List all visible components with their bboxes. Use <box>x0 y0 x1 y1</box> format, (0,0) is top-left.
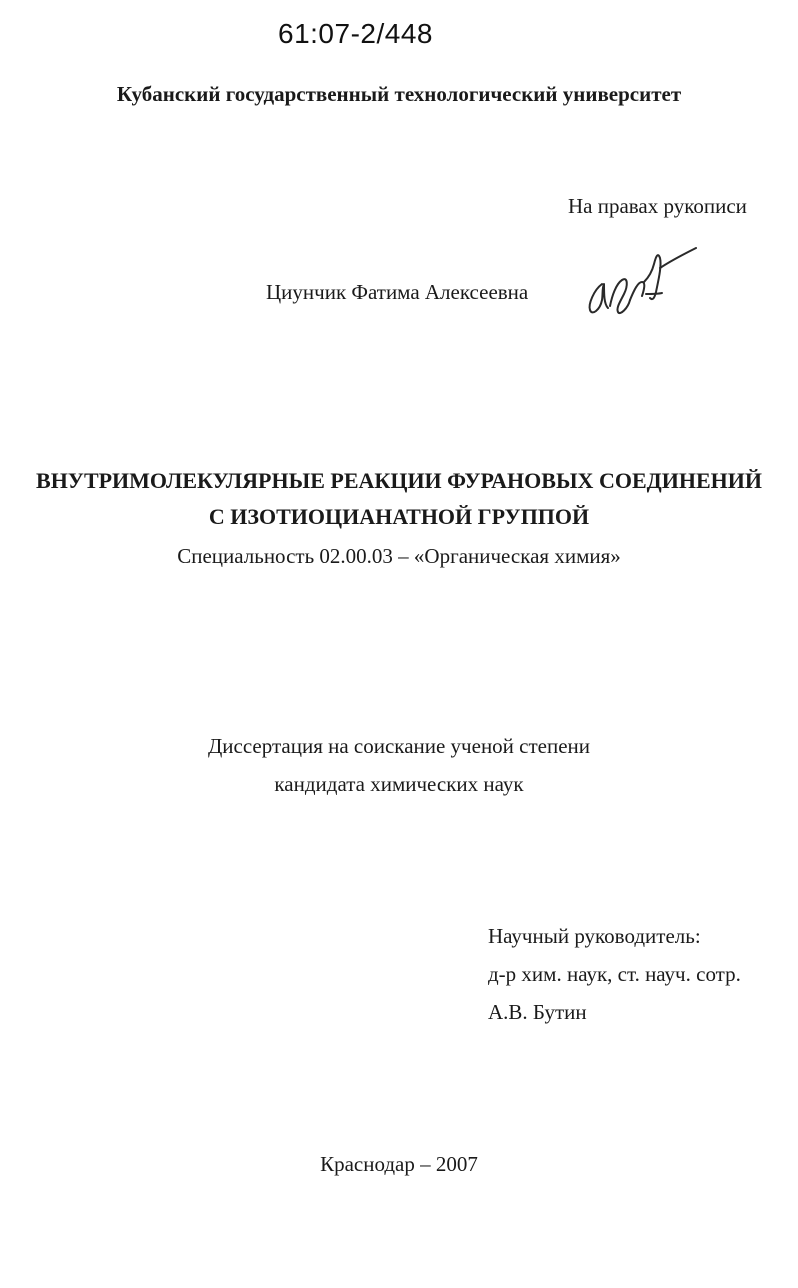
dissertation-degree-line-1: Диссертация на соискание ученой степени <box>207 734 591 758</box>
supervisor-name: А.В. Бутин <box>488 1000 587 1024</box>
catalog-code: 61:07-2/448 <box>278 18 433 49</box>
specialty: Специальность 02.00.03 – «Органическая химия» <box>177 544 621 568</box>
supervisor-label: Научный руководитель: <box>488 924 701 948</box>
manuscript-note: На правах рукописи <box>568 194 747 218</box>
author-signature <box>582 238 702 322</box>
city-year: Краснодар – 2007 <box>320 1152 478 1176</box>
university-name: Кубанский государственный технологический университет <box>116 82 682 106</box>
author-name: Циунчик Фатима Алексеевна <box>266 280 529 304</box>
supervisor-degree: д-р хим. наук, ст. науч. сотр. <box>488 962 741 986</box>
thesis-title-line-2: С ИЗОТИОЦИАНАТНОЙ ГРУППОЙ <box>208 504 590 529</box>
thesis-title-line-1: ВНУТРИМОЛЕКУЛЯРНЫЕ РЕАКЦИИ ФУРАНОВЫХ СОЕДИНЕНИЙ <box>36 468 762 493</box>
dissertation-degree-line-2: кандидата химических наук <box>274 772 524 796</box>
